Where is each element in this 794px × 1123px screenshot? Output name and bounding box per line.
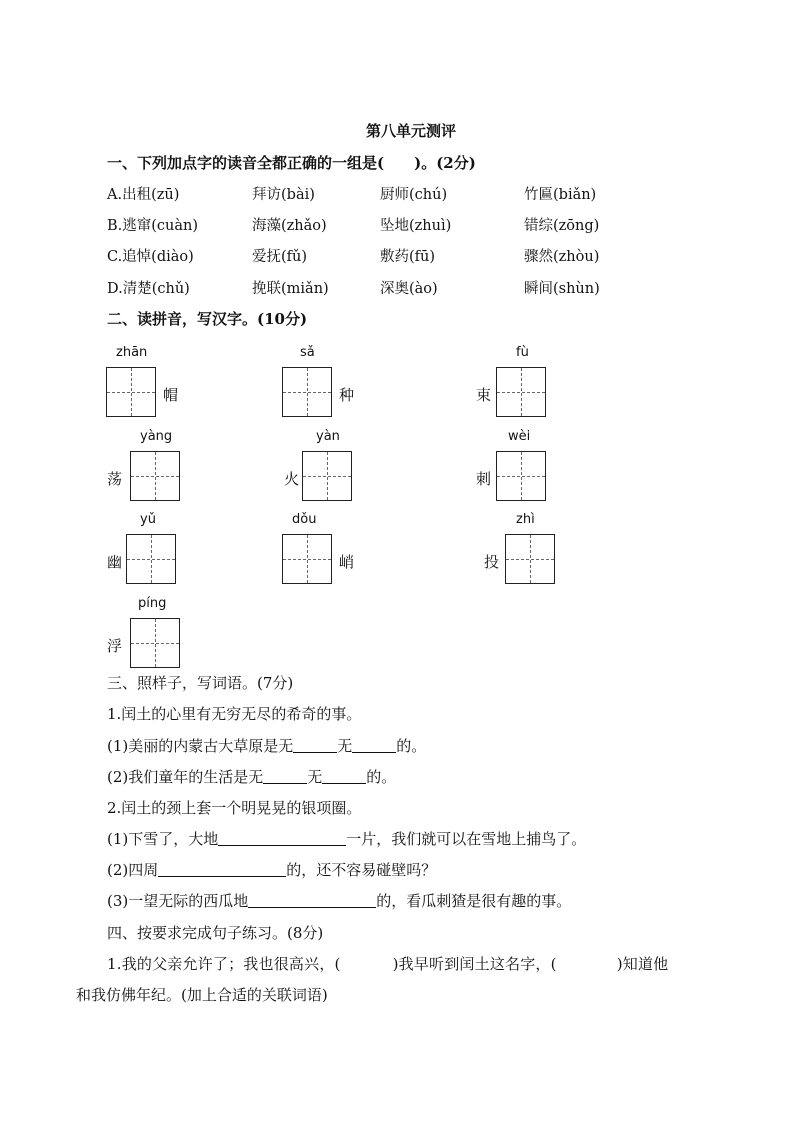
pinyin-label: dǒu [292, 512, 317, 527]
hanzi-char: 投 [484, 553, 500, 571]
q1-option: 爱抚(fǔ) [252, 249, 308, 265]
q4-sentence-1-cont: 和我仿佛年纪。(加上合适的关联词语) [76, 986, 328, 1004]
q1-option: 敷药(fū) [380, 249, 436, 265]
hanzi-char: 浮 [107, 637, 123, 655]
hanzi-char: 帽 [163, 386, 179, 404]
q1-option: 坠地(zhuì) [380, 218, 452, 234]
q1-option: 拜访(bài) [252, 187, 315, 203]
hanzi-char: 刺 [476, 470, 492, 488]
pinyin-label: wèi [508, 429, 531, 444]
q1-option: 错综(zōng) [524, 218, 600, 234]
pinyin-label: yàng [140, 429, 173, 444]
hanzi-char: 荡 [107, 470, 123, 488]
q1-option: 瞬间(shùn) [524, 281, 600, 297]
q1-option: 海藻(zhǎo) [252, 218, 327, 234]
answer-blank[interactable] [263, 769, 307, 784]
q1-option: 厨师(chú) [380, 187, 448, 203]
q4-sentence-1: 1.我的父亲允许了；我也很高兴，( )我早听到闰土这名字，( )知道他 [107, 955, 669, 973]
hanzi-char: 幽 [107, 553, 123, 571]
q1-heading: 一、下列加点字的读音全都正确的一组是( )。(2分) [107, 154, 476, 172]
tianzi-grid-box[interactable] [126, 534, 176, 584]
hanzi-char: 束 [476, 386, 492, 404]
hanzi-char: 火 [284, 470, 300, 488]
tianzi-grid-box[interactable] [505, 534, 555, 584]
tianzi-grid-box[interactable] [106, 367, 156, 417]
pinyin-label: fù [516, 345, 529, 360]
q3-line-5: (3)一望无际的西瓜地 的，看瓜刺猹是很有趣的事。 [107, 892, 572, 910]
q3-line-2: (2)我们童年的生活是无 无 的。 [107, 768, 397, 786]
answer-blank[interactable] [158, 862, 286, 877]
answer-blank[interactable] [293, 738, 337, 753]
hanzi-char: 种 [339, 386, 355, 404]
tianzi-grid-box[interactable] [282, 367, 332, 417]
q1-option: C.追悼(diào) [107, 249, 194, 265]
pinyin-label: píng [138, 596, 167, 611]
tianzi-grid-box[interactable] [302, 451, 352, 501]
answer-blank[interactable] [218, 831, 346, 846]
q3-line-4: (2)四周 的，还不容易碰壁吗？ [107, 861, 437, 879]
q3-line-3: (1)下雪了，大地 一片，我们就可以在雪地上捕鸟了。 [107, 830, 587, 848]
answer-blank[interactable] [322, 769, 366, 784]
q3-example-1: 1.闰土的心里有无穷无尽的希奇的事。 [107, 705, 362, 723]
q1-option: 挽联(miǎn) [252, 281, 329, 297]
answer-blank[interactable] [248, 893, 376, 908]
answer-blank[interactable] [352, 738, 396, 753]
q1-option: D.清楚(chǔ) [107, 281, 190, 297]
pinyin-label: zhān [116, 345, 148, 360]
q1-option: 深奥(ào) [380, 281, 438, 297]
tianzi-grid-box[interactable] [496, 367, 546, 417]
hanzi-char: 峭 [339, 553, 355, 571]
pinyin-label: yàn [316, 429, 340, 444]
pinyin-label: zhì [516, 512, 535, 527]
pinyin-label: yǔ [140, 512, 156, 527]
q4-heading: 四、按要求完成句子练习。(8分) [107, 924, 324, 942]
tianzi-grid-box[interactable] [282, 534, 332, 584]
tianzi-grid-box[interactable] [130, 618, 180, 668]
pinyin-label: sǎ [300, 345, 315, 360]
q1-option: B.逃窜(cuàn) [107, 218, 199, 234]
q1-option: A.出租(zū) [107, 187, 180, 203]
tianzi-grid-box[interactable] [496, 451, 546, 501]
q1-option: 骤然(zhòu) [524, 249, 600, 265]
q3-example-2: 2.闰土的颈上套一个明晃晃的银项圈。 [107, 799, 362, 817]
page-title: 第八单元测评 [366, 122, 457, 140]
q3-line-1: (1)美丽的内蒙古大草原是无 无 的。 [107, 737, 427, 755]
q1-option: 竹匾(biǎn) [524, 187, 597, 203]
tianzi-grid-box[interactable] [130, 451, 180, 501]
q2-heading: 二、读拼音，写汉字。(10分) [107, 310, 308, 328]
q3-heading: 三、照样子，写词语。(7分) [107, 674, 294, 692]
